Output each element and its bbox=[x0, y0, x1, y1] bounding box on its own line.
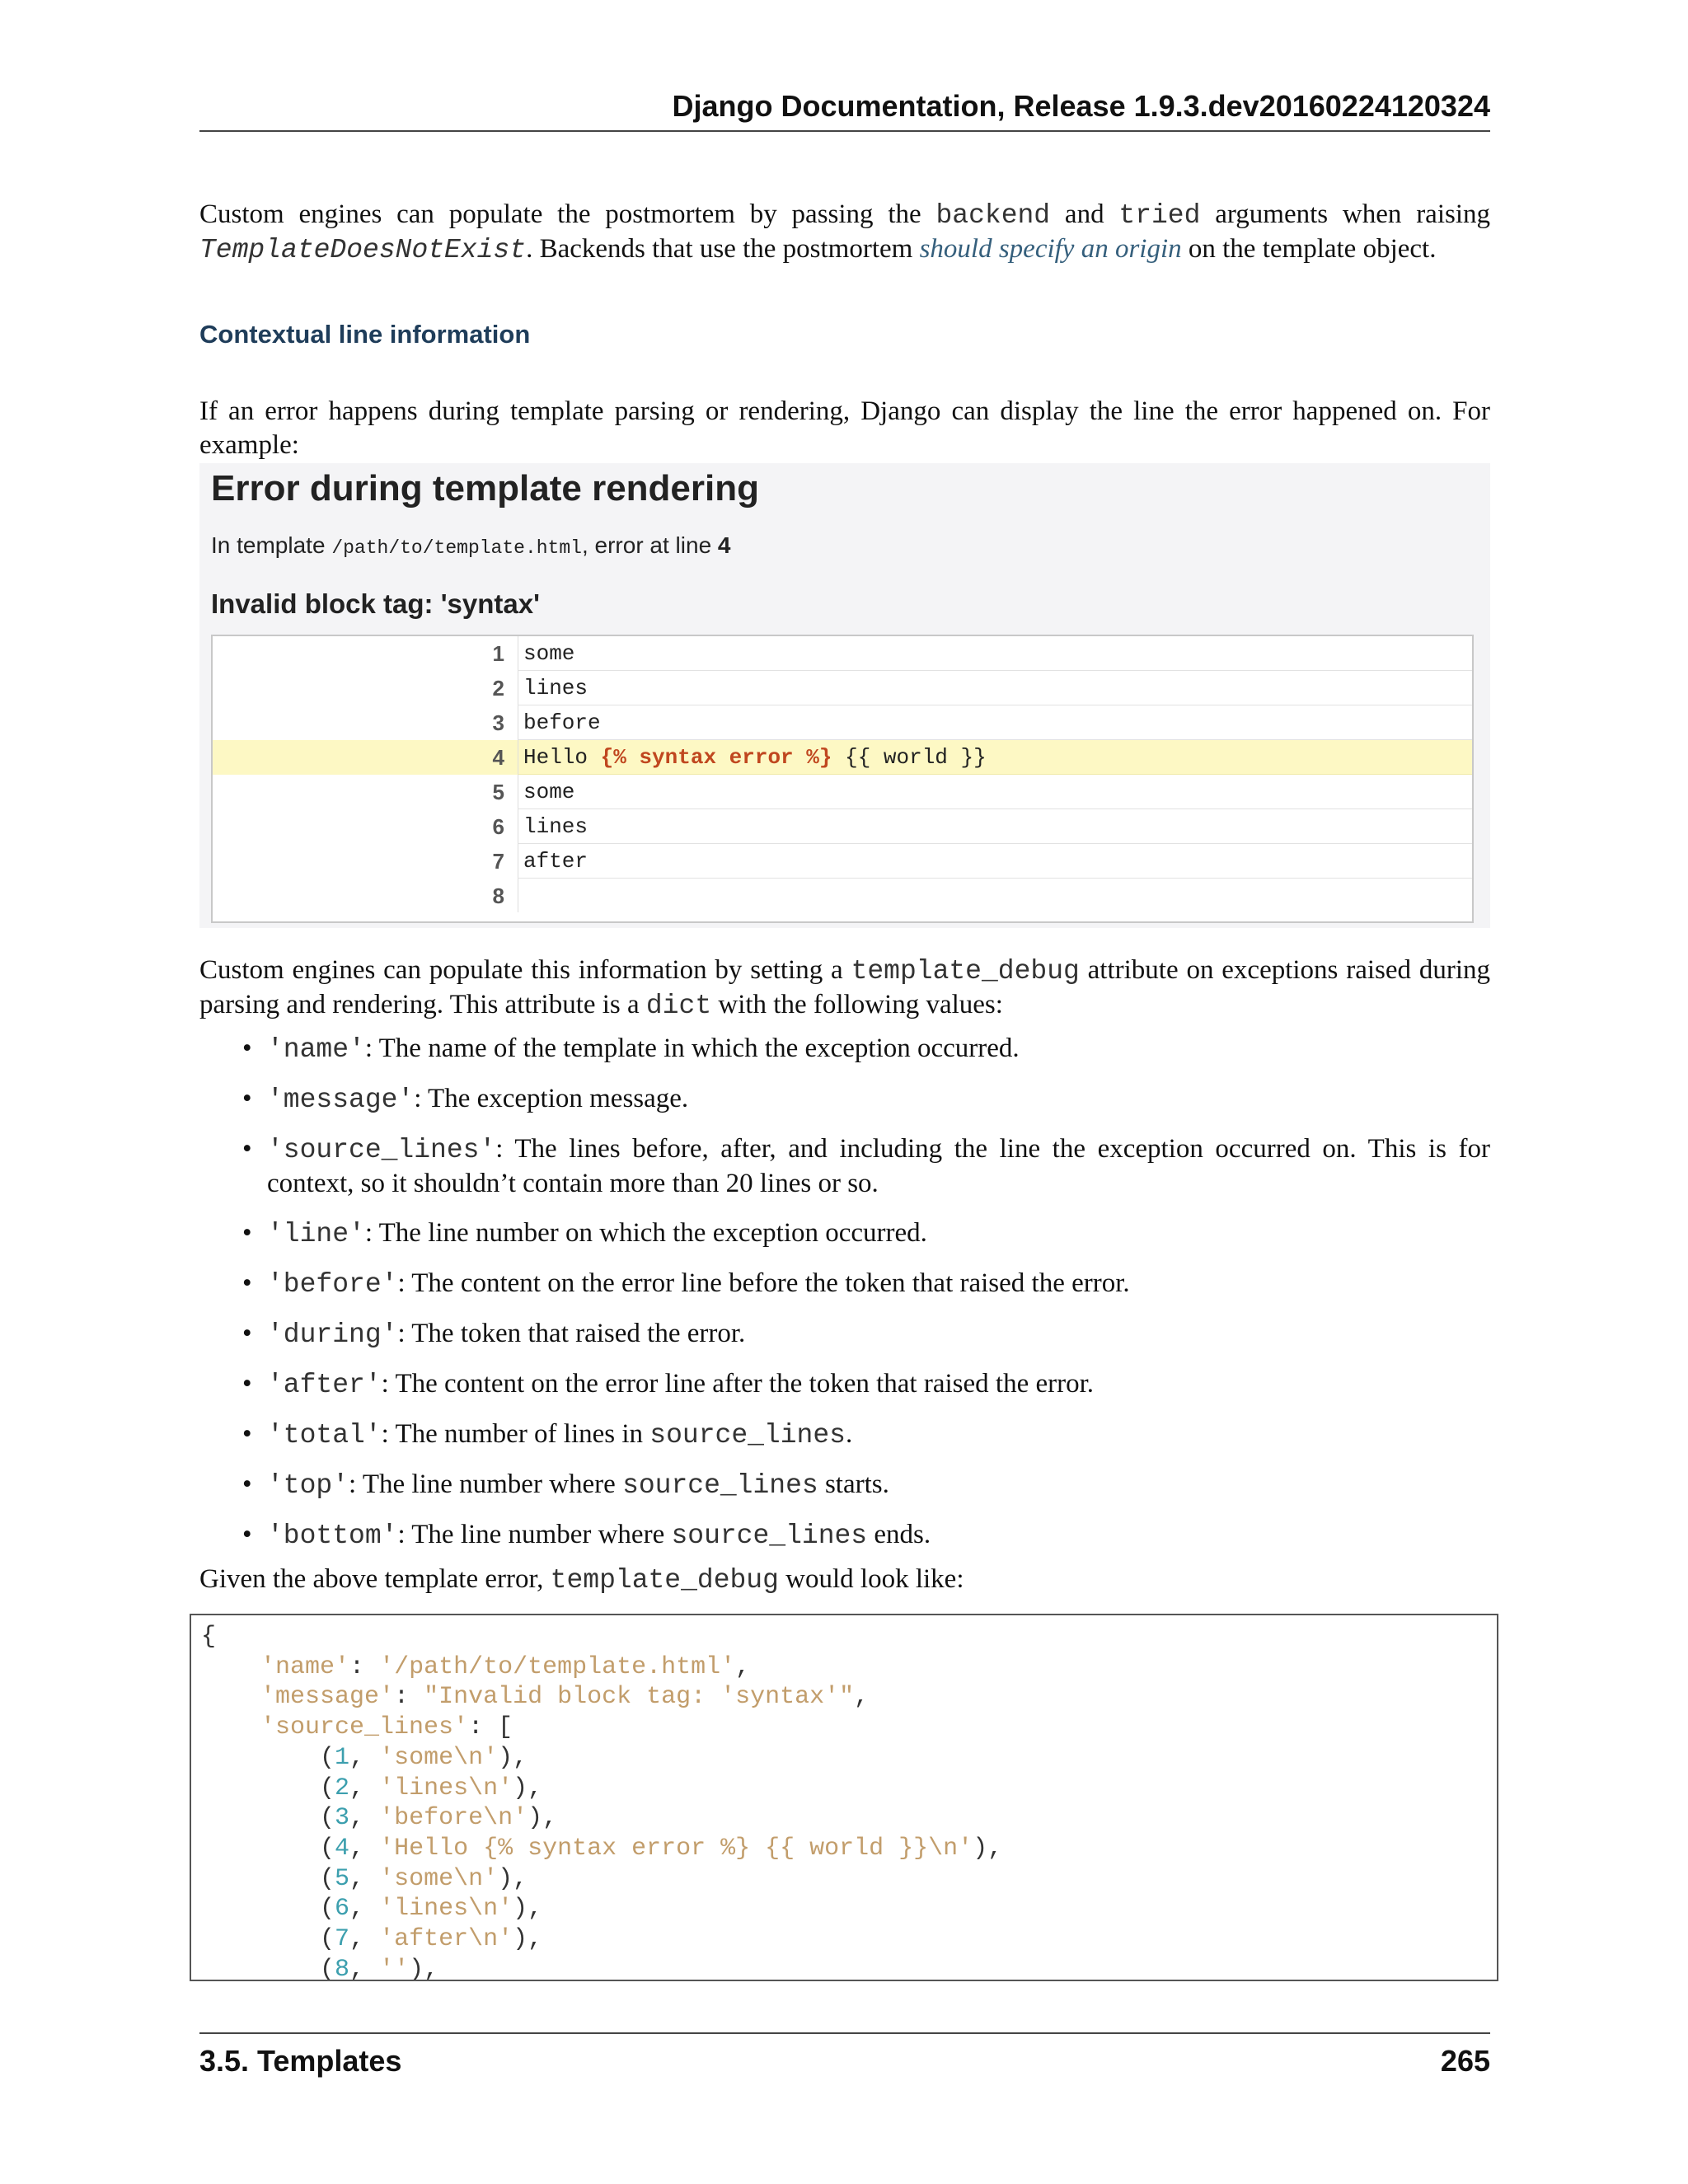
code-after-token: {{ world }} bbox=[832, 745, 987, 770]
intro-text-5: on the template object. bbox=[1188, 234, 1437, 264]
list-item bbox=[199, 1267, 1490, 1301]
field-description: : The line number where bbox=[397, 1520, 665, 1549]
code-source-lines: source_lines bbox=[671, 1521, 868, 1551]
code-number: 4 bbox=[335, 1834, 350, 1863]
code-string: 'some\n' bbox=[379, 1864, 499, 1893]
line-number: 3 bbox=[492, 710, 504, 735]
line-code bbox=[518, 879, 1472, 912]
field-tail: starts. bbox=[824, 1469, 889, 1499]
template-does-not-exist-link[interactable]: TemplateDoesNotExist bbox=[199, 235, 527, 265]
list-item bbox=[199, 1132, 1490, 1201]
code-key: 'name' bbox=[260, 1652, 350, 1681]
code-number: 2 bbox=[335, 1774, 350, 1802]
footer-section-title: 3.5. Templates bbox=[199, 2044, 402, 2078]
error-line-number: 4 bbox=[717, 532, 731, 558]
line-code: some bbox=[518, 775, 1472, 809]
line-number: 5 bbox=[492, 780, 504, 804]
field-key: 'line' bbox=[267, 1219, 365, 1249]
para3-text-1: Custom engines can populate this information by setting a bbox=[199, 955, 843, 985]
template-debug-fields-list bbox=[199, 1032, 1490, 1553]
intro-text-4: . Backends that use the postmortem bbox=[526, 234, 913, 264]
list-item bbox=[199, 1317, 1490, 1352]
field-key: 'bottom' bbox=[267, 1521, 398, 1551]
code-number: 7 bbox=[335, 1925, 350, 1954]
example-paragraph: If an error happens during template parsing or rendering, Django can display the line the error happened on. For example: bbox=[199, 396, 1490, 460]
running-header bbox=[199, 89, 1490, 132]
error-title: Error during template rendering bbox=[211, 468, 759, 509]
code-string: 'after\n' bbox=[379, 1925, 513, 1954]
source-row bbox=[213, 775, 1472, 809]
error-screenshot-figure bbox=[199, 463, 1490, 928]
code-string: '' bbox=[379, 1955, 410, 1981]
subtitle-prefix: In template bbox=[211, 532, 326, 558]
code-backend: backend bbox=[935, 200, 1051, 231]
list-item bbox=[199, 1032, 1490, 1066]
specify-origin-link[interactable]: should specify an origin bbox=[919, 234, 1182, 264]
code-number: 3 bbox=[335, 1804, 350, 1833]
error-subtitle bbox=[211, 532, 731, 559]
intro-text-3: arguments when raising bbox=[1215, 199, 1491, 229]
line-number: 2 bbox=[492, 676, 504, 701]
para4-text-1: Given the above template error, bbox=[199, 1564, 544, 1594]
line-number: 4 bbox=[492, 745, 504, 770]
list-item bbox=[199, 1418, 1490, 1452]
field-key: 'after' bbox=[267, 1370, 382, 1400]
intro-text-2: and bbox=[1064, 199, 1104, 229]
source-row bbox=[213, 671, 1472, 705]
field-key: 'top' bbox=[267, 1470, 349, 1501]
code-template-debug: template_debug bbox=[851, 956, 1080, 987]
field-tail: . bbox=[845, 1419, 853, 1449]
field-key: 'total' bbox=[267, 1420, 382, 1451]
source-lines-table bbox=[211, 635, 1474, 923]
list-item bbox=[199, 1082, 1490, 1117]
code-key: 'source_lines' bbox=[260, 1713, 469, 1742]
field-description: : The line number on which the exception occurred. bbox=[364, 1218, 927, 1248]
code-number: 5 bbox=[335, 1864, 350, 1893]
line-code: lines bbox=[518, 809, 1472, 844]
para3-text-2: attribute on exceptions raised during parsing and rendering. This attribute is a bbox=[199, 955, 1491, 1019]
field-key: 'before' bbox=[267, 1269, 398, 1300]
field-description: : The lines before, after, and including the line the exception occurred on. This is for context, so it shouldn’t contain more than 20 lines or so. bbox=[267, 1134, 1490, 1198]
line-number: 1 bbox=[492, 641, 504, 666]
line-code: some bbox=[518, 636, 1472, 671]
line-number: 7 bbox=[492, 849, 504, 874]
page-number: 265 bbox=[1440, 2044, 1490, 2078]
field-description: : The name of the template in which the exception occurred. bbox=[364, 1033, 1020, 1063]
list-item bbox=[199, 1518, 1490, 1553]
source-row bbox=[213, 705, 1472, 740]
field-key: 'message' bbox=[267, 1085, 415, 1115]
line-code: lines bbox=[518, 671, 1472, 705]
code-string: 'before\n' bbox=[379, 1804, 528, 1833]
code-error-token: {% syntax error %} bbox=[600, 745, 832, 770]
list-item bbox=[199, 1367, 1490, 1402]
line-code: after bbox=[518, 844, 1472, 879]
code-key: 'message' bbox=[260, 1683, 395, 1712]
code-template-debug: template_debug bbox=[550, 1565, 779, 1596]
list-item bbox=[199, 1216, 1490, 1251]
template-debug-code-block[interactable] bbox=[190, 1614, 1498, 1981]
field-description: : The exception message. bbox=[414, 1084, 689, 1113]
dict-link[interactable]: dict bbox=[645, 991, 712, 1021]
template-path: /path/to/template.html bbox=[331, 537, 582, 559]
source-row bbox=[213, 844, 1472, 879]
line-code: before bbox=[518, 705, 1472, 740]
code-before-token: Hello bbox=[523, 745, 601, 770]
para3-text-3: with the following values: bbox=[718, 990, 1003, 1019]
line-number: 6 bbox=[492, 814, 504, 839]
given-above-paragraph bbox=[199, 1563, 1490, 1597]
section-heading: Contextual line information bbox=[199, 320, 531, 349]
source-row bbox=[213, 809, 1472, 844]
field-description: : The line number where bbox=[349, 1469, 616, 1499]
code-number: 8 bbox=[335, 1955, 350, 1981]
code-source-lines: source_lines bbox=[622, 1470, 818, 1501]
field-tail: ends. bbox=[874, 1520, 931, 1549]
field-description: : The content on the error line after the token that raised the error. bbox=[381, 1369, 1095, 1399]
error-message-heading: Invalid block tag: 'syntax' bbox=[211, 588, 540, 619]
document-title: Django Documentation, Release 1.9.3.dev20160224120324 bbox=[672, 89, 1490, 123]
code-string: 'Hello {% syntax error %} {{ world }}\n' bbox=[379, 1834, 973, 1863]
field-description: : The content on the error line before the token that raised the error. bbox=[397, 1268, 1130, 1298]
field-key: 'name' bbox=[267, 1034, 365, 1065]
running-footer bbox=[199, 2032, 1490, 2078]
code-tried: tried bbox=[1118, 200, 1201, 231]
code-string: 'some\n' bbox=[379, 1743, 499, 1772]
para4-text-2: would look like: bbox=[785, 1564, 964, 1594]
code-open-brace: { bbox=[201, 1623, 217, 1651]
subtitle-mid: , error at line bbox=[581, 532, 712, 558]
field-key: 'source_lines' bbox=[267, 1135, 496, 1165]
source-row bbox=[213, 879, 1472, 913]
template-debug-paragraph bbox=[199, 954, 1490, 1023]
field-key: 'during' bbox=[267, 1319, 398, 1350]
code-source-lines: source_lines bbox=[649, 1420, 846, 1451]
line-number: 8 bbox=[492, 883, 504, 908]
code-value: '/path/to/template.html' bbox=[379, 1652, 736, 1681]
code-listing: { 'name': '/path/to/template.html', 'message': "Invalid block tag: 'syntax'", 'source_lines': [ (1, 'some\n'), (2, 'lines\n'), (3, 'before\n'), (4, 'Hello {% syntax error %} {{ world }}\n'), (5, 'some\n'), (6, 'lines\n'), (7, 'after\n'), (8, ''), bbox=[191, 1615, 1497, 1981]
intro-paragraph bbox=[199, 198, 1490, 267]
field-description: : The token that raised the error. bbox=[397, 1319, 746, 1348]
list-item bbox=[199, 1468, 1490, 1502]
code-number: 1 bbox=[335, 1743, 350, 1772]
code-value: "Invalid block tag: 'syntax'" bbox=[424, 1683, 855, 1712]
code-number: 6 bbox=[335, 1895, 350, 1924]
intro-text-1: Custom engines can populate the postmortem by passing the bbox=[199, 199, 921, 229]
code-string: 'lines\n' bbox=[379, 1774, 513, 1802]
source-row bbox=[213, 636, 1472, 671]
source-row-highlighted bbox=[213, 740, 1472, 775]
line-code bbox=[518, 740, 1472, 775]
field-description: : The number of lines in bbox=[381, 1419, 644, 1449]
code-string: 'lines\n' bbox=[379, 1895, 513, 1924]
